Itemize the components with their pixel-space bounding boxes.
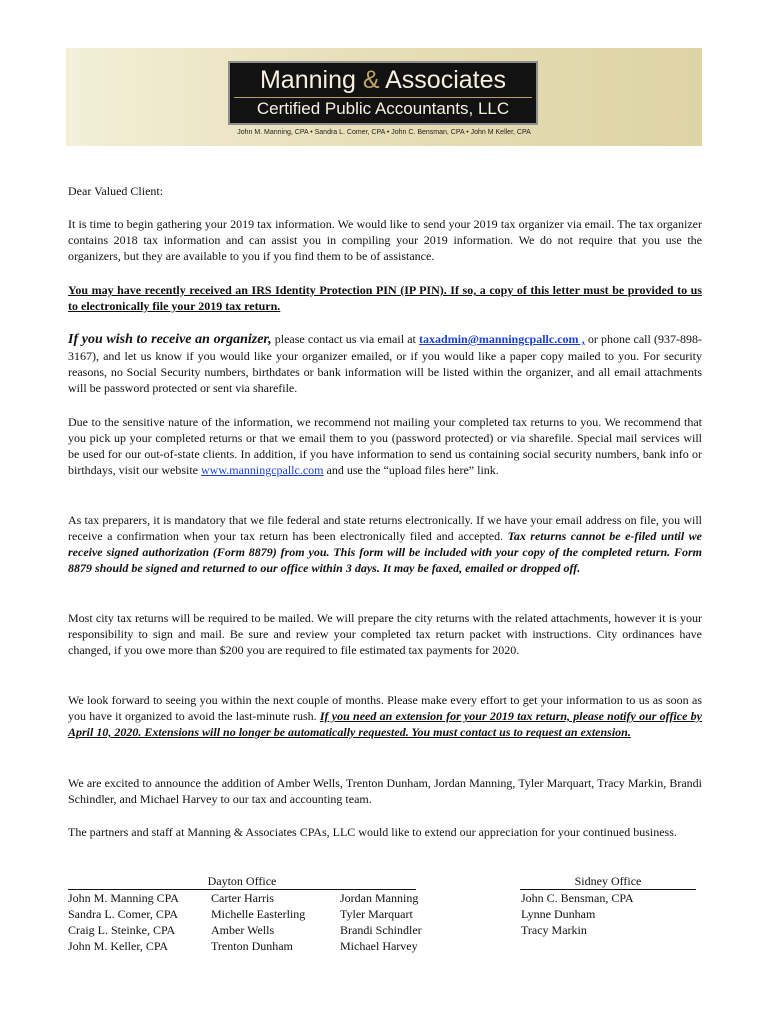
staff-name: Michael Harvey xyxy=(340,939,418,953)
paragraph-efile: As tax preparers, it is mandatory that we file federal and state returns electronically. If we have your email address on file, you will receive a confirmation when your tax return has been electronically filed and accepted. Tax returns cannot be e-filed until we receive signed authorization (Form 8879) from you. This form will be included with your copy of the completed return. Form 8879 should be signed and returned to our office within 3 days. It may be faxed, emailed or dropped off. xyxy=(68,513,703,575)
letterhead-banner xyxy=(66,48,702,146)
staff-name: Craig L. Steinke, CPA xyxy=(68,923,176,937)
organizer-request-lead: If you wish to receive an organizer, xyxy=(68,332,272,347)
paragraph-appreciation: The partners and staff at Manning & Associates CPAs, LLC would like to extend our appreciation for your continued business. xyxy=(68,825,677,839)
staff-name: John C. Bensman, CPA xyxy=(521,891,634,905)
staff-name: Amber Wells xyxy=(211,923,275,937)
paragraph-sensitive-info: Due to the sensitive nature of the information, we recommend not mailing your completed tax returns to you. We recommend that you pick up your completed returns or that we email them to you (password protected) or via sharefile. Special mail services will be used for our out-of-state clients. In addition, if you have information to send us containing social security numbers, bank info or birthdays, visit our website www.manningcpallc.com and use the “upload files here” link. xyxy=(68,415,702,477)
staff-name: Michelle Easterling xyxy=(211,907,306,921)
logo-subtitle: Certified Public Accountants, LLC xyxy=(256,99,510,118)
logo-ampersand: & xyxy=(362,66,380,94)
paragraph-organizer-intro: It is time to begin gathering your 2019 tax information. We would like to send your 2019 tax organizer via email. The tax organizer contains 2018 tax information and can assist you in compiling your 2019 information. We do not require that you use the organizers, but they are available to you if you find them to be of assistance. xyxy=(68,217,702,263)
dayton-office-heading: Dayton Office xyxy=(68,873,416,890)
partners-line: John M. Manning, CPA • Sandra L. Comer, CPA • John C. Bensman, CPA • John M Keller, CPA xyxy=(237,129,531,136)
sidney-staff-column xyxy=(521,890,634,938)
staff-name: Lynne Dunham xyxy=(521,907,596,921)
staff-name: John M. Manning CPA xyxy=(68,891,179,905)
staff-name: Trenton Dunham xyxy=(211,939,293,953)
salutation: Dear Valued Client: xyxy=(68,184,164,198)
paragraph-new-staff: We are excited to announce the addition of Amber Wells, Trenton Dunham, Jordan Manning, Tyler Marquart, Tracy Markin, Brandi Schindler, and Michael Harvey to our tax and accounting team. xyxy=(68,776,702,806)
staff-name: Carter Harris xyxy=(211,891,274,905)
firm-logo xyxy=(228,61,538,125)
logo-divider xyxy=(234,97,532,98)
dayton-staff-column-1 xyxy=(68,890,179,954)
paragraph-city-returns: Most city tax returns will be required to be mailed. We will prepare the city returns with the related attachments, however it is your responsibility to sign and mail. Be sure and review your completed tax return packet with instructions. City ordinances have changed, if you owe more than $200 you are required to file estimated tax payments for 2020. xyxy=(68,611,702,657)
dayton-staff-column-3 xyxy=(340,890,422,954)
paragraph-organizer-request: If you wish to receive an organizer, please contact us via email at taxadmin@manningcpallc.com , or phone call (937-898-3167), and let us know if you would like your organizer emailed, or if you would like a paper copy mailed to you. For security reasons, no Social Security numbers, birthdates or bank information will be listed within the organizer, and all email attachments will be password protected or sent via sharefile. xyxy=(68,332,702,395)
logo-firm-name: Manning & Associates xyxy=(259,66,506,94)
dayton-staff-column-2 xyxy=(211,890,305,954)
staff-name: Sandra L. Comer, CPA xyxy=(68,907,179,921)
staff-name: Tyler Marquart xyxy=(340,907,413,921)
staff-name: Tracy Markin xyxy=(521,923,587,937)
paragraph-extension: We look forward to seeing you within the next couple of months. Please make every effort to get your information to us as soon as you have it organized to avoid the last-minute rush. If you need an extension for your 2019 tax return, please notify our office by April 10, 2020. Extensions will no longer be automatically requested. You must contact us to request an extension. xyxy=(68,693,702,739)
extension-notice: If you need an extension for your 2019 tax return, please notify our office by April 10, 2020. Extensions will no longer be automatically requested. You must contact us to request an extension. xyxy=(68,709,702,739)
paragraph-ip-pin-notice: You may have recently received an IRS Identity Protection PIN (IP PIN). If so, a copy of this letter must be provided to us to electronically file your 2019 tax return. xyxy=(68,283,702,313)
staff-name: Brandi Schindler xyxy=(340,923,422,937)
form-8879-notice: Tax returns cannot be e-filed until we receive signed authorization (Form 8879) from you. This form will be included with your copy of the completed return. Form 8879 should be signed and returned to our office within 3 days. It may be faxed, emailed or dropped off. xyxy=(68,529,703,575)
website-link[interactable]: www.manningcpallc.com xyxy=(200,463,324,477)
sidney-office-heading: Sidney Office xyxy=(520,873,696,890)
email-link[interactable]: taxadmin@manningcpallc.com , xyxy=(419,332,585,346)
staff-name: John M. Keller, CPA xyxy=(68,939,169,953)
staff-name: Jordan Manning xyxy=(340,891,419,905)
